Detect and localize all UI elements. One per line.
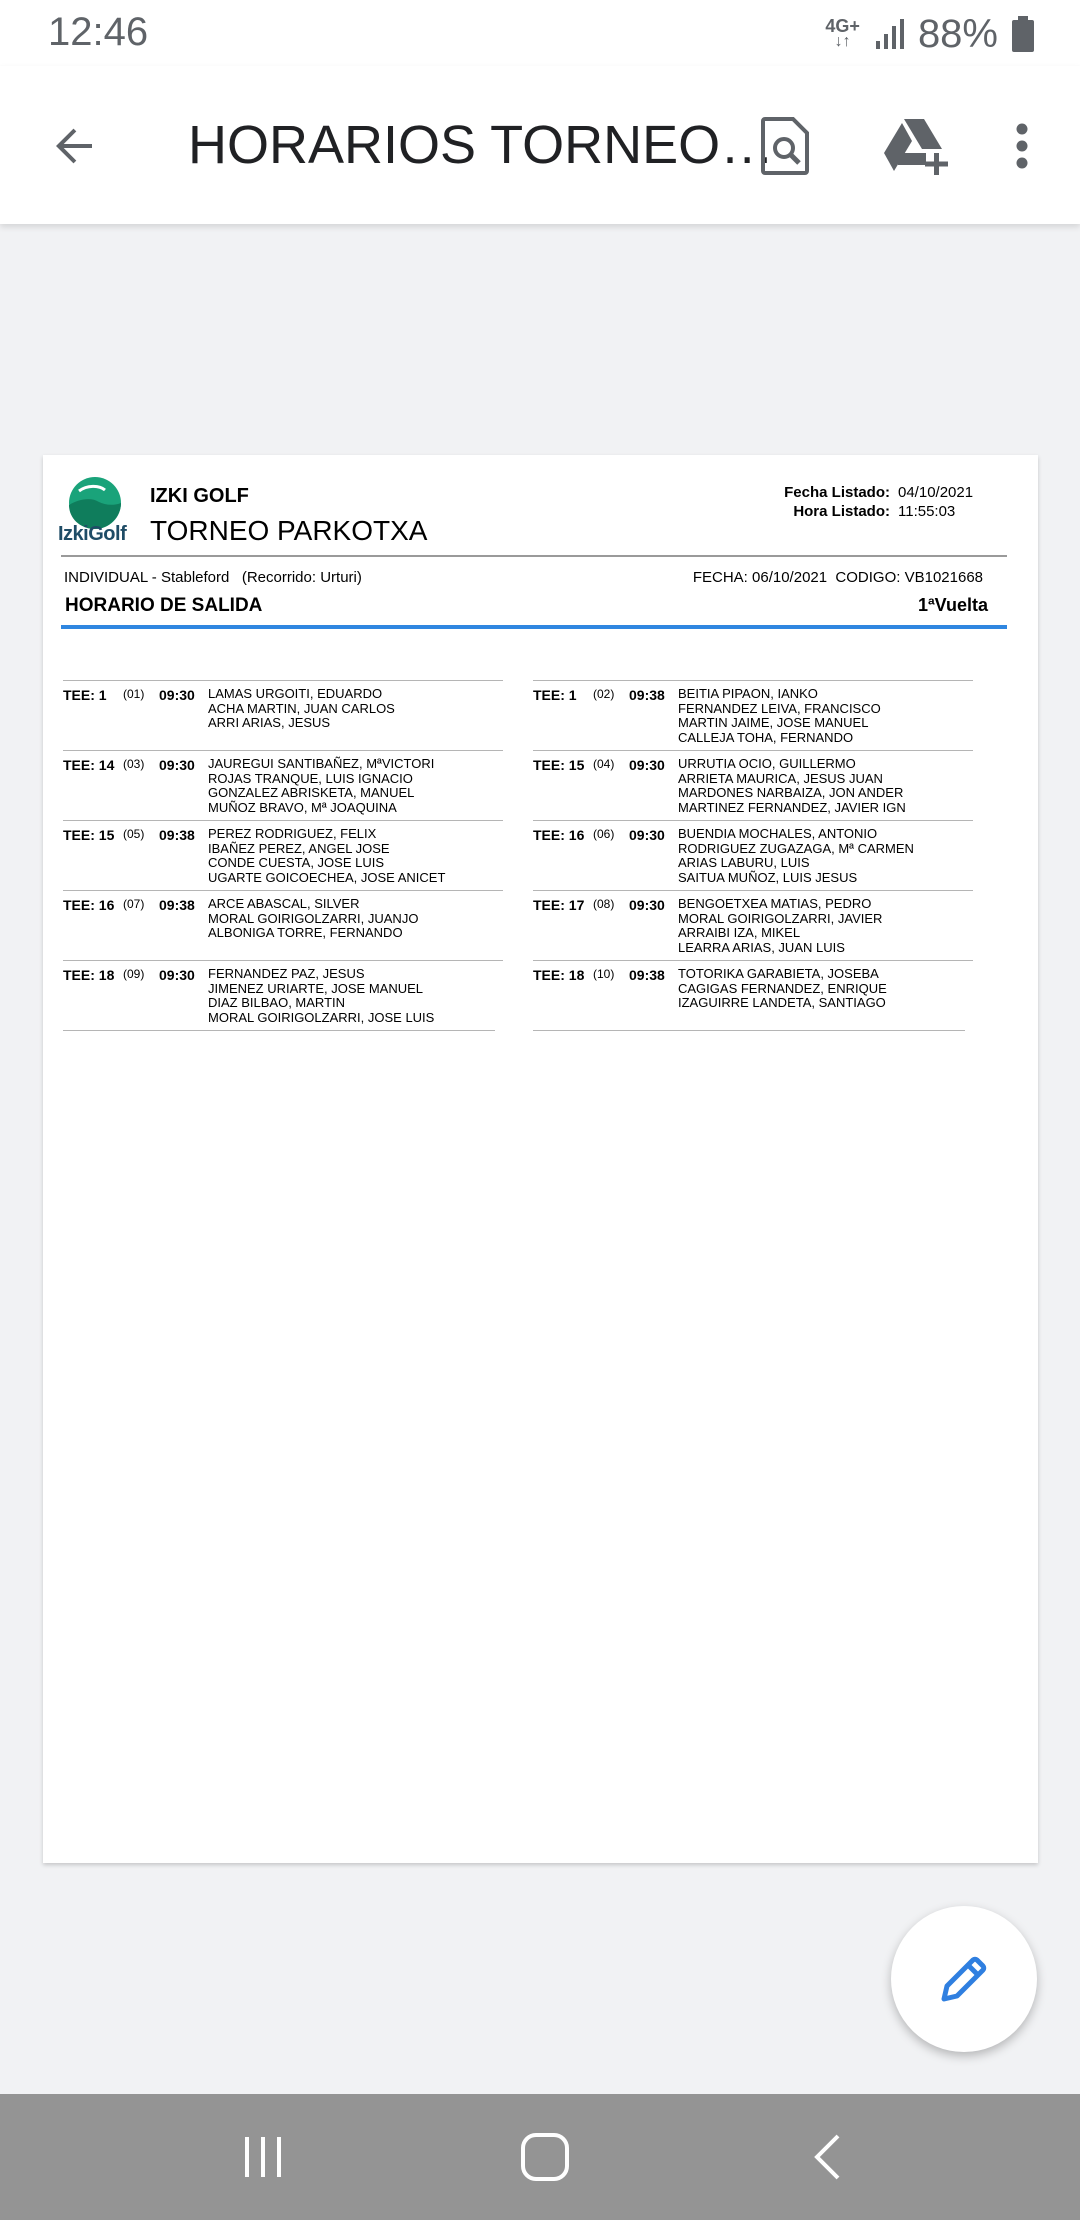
player-name: LAMAS URGOITI, EDUARDO (208, 686, 383, 701)
game-mode: INDIVIDUAL - Stableford (Recorrido: Urturi) (64, 569, 362, 586)
player-list (208, 827, 445, 885)
system-nav-bar (0, 2094, 1080, 2220)
player-name: TOTORIKA GARABIETA, JOSEBA (678, 966, 879, 981)
player-name: FERNANDEZ PAZ, JESUS (208, 966, 365, 981)
player-name: DIAZ BILBAO, MARTIN (208, 995, 346, 1010)
player-name: BUENDIA MOCHALES, ANTONIO (678, 826, 878, 841)
player-name: FERNANDEZ LEIVA, FRANCISCO (678, 700, 881, 716)
recent-apps-button[interactable] (208, 2114, 318, 2200)
player-name: ARRI ARIAS, JESUS (208, 715, 331, 730)
row-divider (63, 1030, 495, 1031)
tournament-name: TORNEO PARKOTXA (150, 515, 428, 546)
document-title: HORARIOS TORNEO… (188, 115, 775, 175)
tee-group (63, 960, 503, 1030)
player-list (208, 687, 395, 731)
battery-icon (1012, 16, 1034, 52)
player-name: CAGIGAS FERNANDEZ, ENRIQUE (678, 980, 887, 996)
tee-label: TEE: 14 (63, 757, 115, 773)
group-number: (08) (593, 897, 615, 911)
edit-fab-button[interactable] (891, 1906, 1037, 2052)
player-name: MORAL GOIRIGOLZARRI, JAVIER (678, 910, 883, 926)
player-name: JAUREGUI SANTIBAÑEZ, MªVICTORI (208, 756, 435, 771)
player-name: ARRIETA MAURICA, JESUS JUAN (678, 770, 883, 786)
tee-label: TEE: 16 (533, 827, 585, 843)
round-label: 1ªVuelta (917, 595, 988, 615)
tee-label: TEE: 1 (63, 687, 107, 703)
tee-label: TEE: 18 (533, 967, 585, 983)
signal-icon (874, 17, 904, 51)
battery-percent: 88% (917, 11, 998, 56)
player-name: MARTINEZ FERNANDEZ, JAVIER IGN (678, 799, 906, 815)
tee-label: TEE: 18 (63, 967, 115, 983)
player-name: BENGOETXEA MATIAS, PEDRO (678, 896, 872, 911)
home-icon (520, 2132, 570, 2182)
hora-listado-label: Hora Listado: (793, 503, 890, 520)
tee-group (533, 750, 973, 820)
tee-group (533, 890, 973, 960)
player-name: JIMENEZ URIARTE, JOSE MANUEL (208, 980, 424, 996)
data-arrows-icon: ↓↑ (834, 33, 851, 50)
player-list (678, 687, 881, 745)
group-number: (05) (123, 827, 145, 841)
player-name: ARCE ABASCAL, SILVER (208, 896, 360, 911)
home-button[interactable] (490, 2114, 600, 2200)
status-bar (0, 0, 1080, 66)
drive-add-icon (884, 117, 952, 175)
group-number: (07) (123, 897, 145, 911)
player-name: ARRAIBI IZA, MIKEL (678, 925, 801, 940)
group-number: (04) (593, 757, 615, 771)
player-name: UGARTE GOICOECHEA, JOSE ANICET (208, 869, 446, 885)
group-number: (02) (593, 687, 615, 701)
tee-group (63, 680, 503, 750)
player-name: URRUTIA OCIO, GUILLERMO (678, 756, 856, 771)
recent-apps-icon (241, 2135, 285, 2179)
tee-group (533, 820, 973, 890)
tee-label: TEE: 15 (63, 827, 115, 843)
tee-time: 09:30 (629, 827, 665, 843)
tee-label: TEE: 15 (533, 757, 585, 773)
status-time: 12:46 (48, 10, 149, 54)
tee-group (533, 960, 973, 1030)
player-list (678, 967, 887, 1011)
network-indicator (825, 18, 860, 50)
club-name: IZKI GOLF (150, 485, 249, 507)
player-name: BEITIA PIPAON, IANKO (678, 686, 818, 701)
player-name: LEARRA ARIAS, JUAN LUIS (678, 939, 845, 955)
nav-back-icon (812, 2133, 842, 2181)
player-list (208, 967, 434, 1025)
more-options-button[interactable] (992, 106, 1052, 186)
fecha-codigo: FECHA: 06/10/2021 CODIGO: VB1021668 (692, 569, 983, 586)
player-name: PEREZ RODRIGUEZ, FELIX (208, 826, 377, 841)
network-type: 4G+ (825, 16, 860, 36)
tee-label: TEE: 16 (63, 897, 115, 913)
player-name: ACHA MARTIN, JUAN CARLOS (208, 700, 395, 716)
hora-listado-value: 11:55:03 (898, 503, 956, 520)
player-name: GONZALEZ ABRISKETA, MANUEL (208, 785, 415, 800)
listing-meta (784, 483, 974, 521)
group-number: (01) (123, 687, 145, 701)
tee-time: 09:38 (629, 687, 665, 703)
tee-group (63, 820, 503, 890)
player-name: RODRIGUEZ ZUGAZAGA, Mª CARMEN (678, 840, 914, 856)
player-name: CONDE CUESTA, JOSE LUIS (208, 855, 385, 870)
app-bar (0, 66, 1080, 224)
player-name: MORAL GOIRIGOLZARRI, JUANJO (208, 910, 419, 926)
row-divider (533, 1030, 965, 1031)
player-list (678, 757, 906, 815)
fecha-listado-label: Fecha Listado: (784, 484, 890, 501)
player-name: ARIAS LABURU, LUIS (678, 855, 810, 870)
player-name: ROJAS TRANQUE, LUIS IGNACIO (208, 770, 413, 786)
tee-time: 09:38 (159, 897, 195, 913)
tee-time: 09:30 (629, 757, 665, 773)
pdf-page (43, 455, 1038, 1863)
player-list (208, 757, 434, 815)
tee-group (63, 890, 503, 960)
nav-back-button[interactable] (772, 2114, 882, 2200)
player-list (208, 897, 418, 941)
tee-time: 09:30 (159, 757, 195, 773)
player-name: MARDONES NARBAIZA, JON ANDER (678, 785, 904, 800)
accent-divider (61, 625, 1007, 629)
fecha-listado-value: 04/10/2021 (898, 484, 974, 501)
back-arrow-icon (50, 122, 98, 170)
player-name: SAITUA MUÑOZ, LUIS JESUS (678, 869, 858, 885)
player-name: CALLEJA TOHA, FERNANDO (678, 729, 854, 745)
back-button[interactable] (34, 106, 114, 186)
tee-group (533, 680, 973, 750)
tee-time: 09:38 (629, 967, 665, 983)
search-document-icon (761, 117, 811, 175)
group-number: (03) (123, 757, 145, 771)
group-number: (10) (593, 967, 615, 981)
tee-time: 09:38 (159, 827, 195, 843)
group-number: (06) (593, 827, 615, 841)
schedule-heading: HORARIO DE SALIDA (65, 595, 263, 616)
tee-group (63, 750, 503, 820)
player-name: MUÑOZ BRAVO, Mª JOAQUINA (208, 799, 397, 815)
group-number: (09) (123, 967, 145, 981)
tee-time: 09:30 (159, 967, 195, 983)
player-name: ALBONIGA TORRE, FERNANDO (208, 925, 403, 940)
tee-label: TEE: 1 (533, 687, 577, 703)
find-in-document-button[interactable] (744, 102, 828, 190)
edit-pencil-icon (938, 1953, 990, 2005)
player-name: IZAGUIRRE LANDETA, SANTIAGO (678, 995, 886, 1010)
divider (61, 555, 1007, 557)
tee-time: 09:30 (629, 897, 665, 913)
player-list (678, 827, 914, 885)
tee-label: TEE: 17 (533, 897, 585, 913)
add-to-drive-button[interactable] (868, 102, 968, 190)
player-name: MORAL GOIRIGOLZARRI, JOSE LUIS (208, 1009, 435, 1025)
status-icons (825, 12, 1034, 56)
more-vert-icon (1015, 123, 1029, 169)
player-list (678, 897, 882, 955)
player-name: MARTIN JAIME, JOSE MANUEL (678, 715, 869, 730)
tee-time: 09:30 (159, 687, 195, 703)
player-name: IBAÑEZ PEREZ, ANGEL JOSE (208, 840, 390, 856)
logo-text: IzkiGolf (58, 523, 127, 545)
